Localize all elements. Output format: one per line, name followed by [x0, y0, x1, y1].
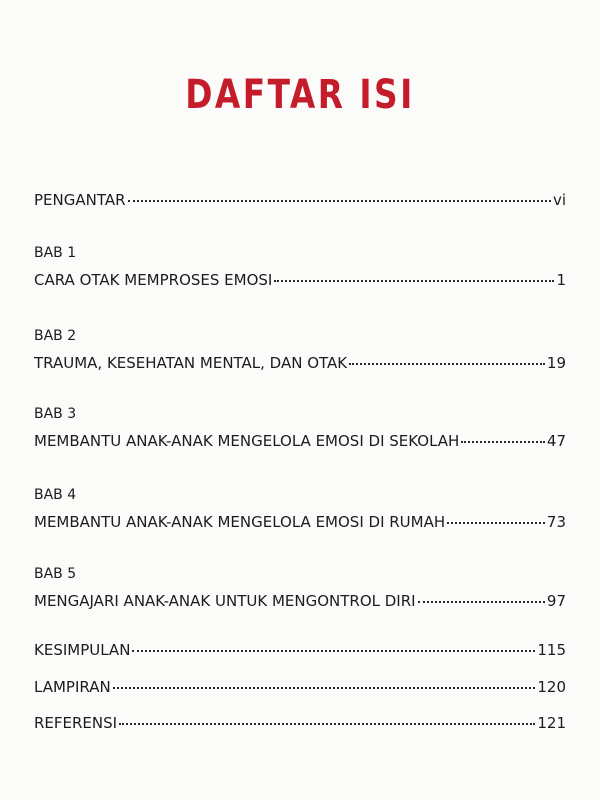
- toc-entry-label: REFERENSI: [34, 714, 118, 732]
- chapter-number: BAB 4: [34, 487, 77, 503]
- toc-entry-referensi: [34, 713, 566, 733]
- toc-entry-label: PENGANTAR: [34, 191, 126, 209]
- toc-title: DAFTAR ISI: [185, 72, 415, 118]
- toc-entry-label: MEMBANTU ANAK-ANAK MENGELOLA EMOSI DI RUMAH: [34, 513, 446, 531]
- toc-entry-lampiran: [34, 677, 566, 697]
- toc-entry-label: CARA OTAK MEMPROSES EMOSI: [34, 271, 273, 289]
- toc-entry-bab-5: [34, 565, 566, 611]
- toc-row: [34, 591, 566, 611]
- dot-leader: [349, 363, 545, 365]
- dot-leader: [128, 200, 551, 202]
- toc-entry-label: LAMPIRAN: [34, 678, 111, 696]
- toc-entry-bab-3: [34, 405, 566, 451]
- toc-row: [34, 190, 566, 210]
- toc-row: [34, 353, 566, 373]
- toc-page-number: 19: [546, 354, 566, 372]
- toc-page-number: 115: [537, 641, 566, 659]
- toc-page-number: 47: [546, 432, 566, 450]
- toc-row: [34, 270, 566, 290]
- toc-entry-label: MEMBANTU ANAK-ANAK MENGELOLA EMOSI DI SEKOLAH: [34, 432, 460, 450]
- toc-page-number: vi: [552, 191, 566, 209]
- toc-entry-bab-1: [34, 244, 566, 290]
- toc-entry-label: KESIMPULAN: [34, 641, 131, 659]
- toc-entry-label: TRAUMA, KESEHATAN MENTAL, DAN OTAK: [34, 354, 348, 372]
- toc-row: [34, 512, 566, 532]
- toc-page-number: 121: [537, 714, 566, 732]
- toc-page-number: 120: [537, 678, 566, 696]
- dot-leader: [461, 441, 545, 443]
- chapter-number: BAB 5: [34, 566, 77, 582]
- dot-leader: [274, 280, 554, 282]
- toc-entry-bab-2: [34, 327, 566, 373]
- toc-entry-bab-4: [34, 486, 566, 532]
- chapter-number: BAB 1: [34, 245, 77, 261]
- dot-leader: [132, 650, 535, 652]
- dot-leader: [113, 687, 536, 689]
- toc-page-number: 97: [546, 592, 566, 610]
- dot-leader: [119, 723, 535, 725]
- toc-entry-pengantar: [34, 190, 566, 210]
- toc-row: [34, 713, 566, 733]
- chapter-number: BAB 3: [34, 406, 77, 422]
- toc-entry-label: MENGAJARI ANAK-ANAK UNTUK MENGONTROL DIRI: [34, 592, 416, 610]
- toc-page-number: 73: [546, 513, 566, 531]
- dot-leader: [418, 601, 545, 603]
- toc-entry-kesimpulan: [34, 640, 566, 660]
- toc-row: [34, 640, 566, 660]
- toc-row: [34, 677, 566, 697]
- chapter-number: BAB 2: [34, 328, 77, 344]
- toc-page-number: 1: [556, 271, 566, 289]
- dot-leader: [447, 522, 545, 524]
- toc-row: [34, 431, 566, 451]
